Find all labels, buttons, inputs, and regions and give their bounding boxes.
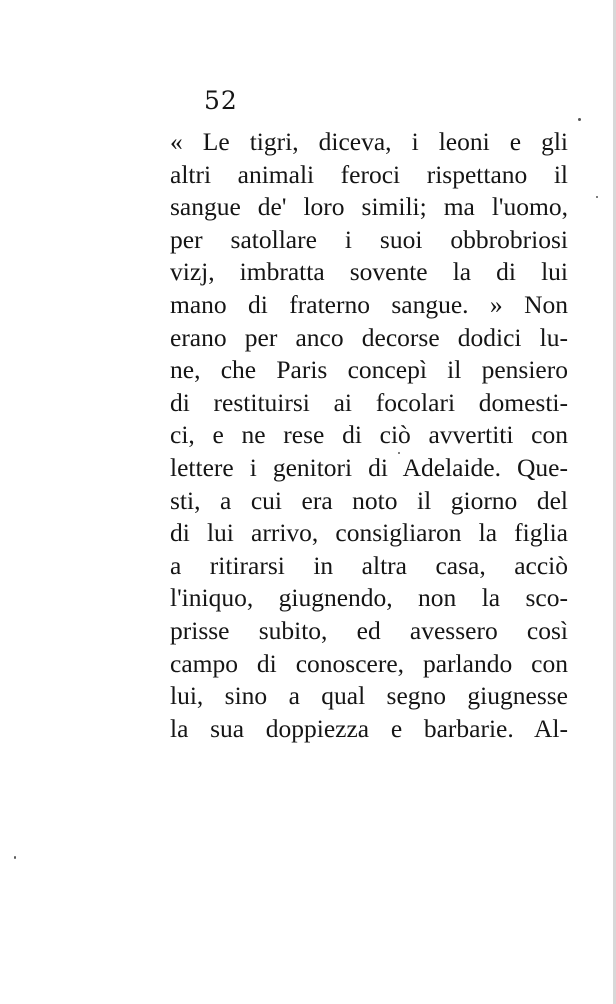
text-line: altri animali feroci rispettano il bbox=[170, 159, 568, 189]
text-line: sti, a cui era noto il giorno del bbox=[170, 485, 568, 515]
text-line: per satollare i suoi obbrobriosi bbox=[170, 224, 568, 254]
text-line: la sua doppiezza e barbarie. Al- bbox=[170, 713, 568, 743]
paper-speck bbox=[14, 856, 16, 859]
text-line: sangue de' loro simili; ma l'uomo, bbox=[170, 192, 568, 222]
text-line: a ritirarsi in altra casa, acciò bbox=[170, 550, 568, 580]
text-line: erano per anco decorse dodici lu- bbox=[170, 322, 568, 352]
body-text bbox=[170, 126, 568, 745]
text-line: di lui arrivo, consigliaron la figlia bbox=[170, 518, 568, 548]
page-number: 52 bbox=[204, 86, 238, 115]
text-line: campo di conoscere, parlando con bbox=[170, 648, 568, 678]
text-line: mano di fraterno sangue. » Non bbox=[170, 289, 568, 319]
text-line: lui, sino a qual segno giugnesse bbox=[170, 681, 568, 711]
paper-speck bbox=[578, 118, 581, 121]
text-line: lettere i genitori di Adelaide. Que- bbox=[170, 452, 568, 482]
text-line: ci, e ne rese di ciò avvertiti con bbox=[170, 420, 568, 450]
text-line: prisse subito, ed avessero così bbox=[170, 615, 568, 645]
text-line: « Le tigri, diceva, i leoni e gli bbox=[170, 127, 568, 156]
text-line: vizj, imbratta sovente la di lui bbox=[170, 257, 568, 287]
paper-speck bbox=[596, 196, 598, 198]
text-line: ne, che Paris concepì il pensiero bbox=[170, 355, 568, 385]
text-line: l'iniquo, giugnendo, non la sco- bbox=[170, 583, 568, 613]
text-line: di restituirsi ai focolari domesti- bbox=[170, 387, 568, 417]
